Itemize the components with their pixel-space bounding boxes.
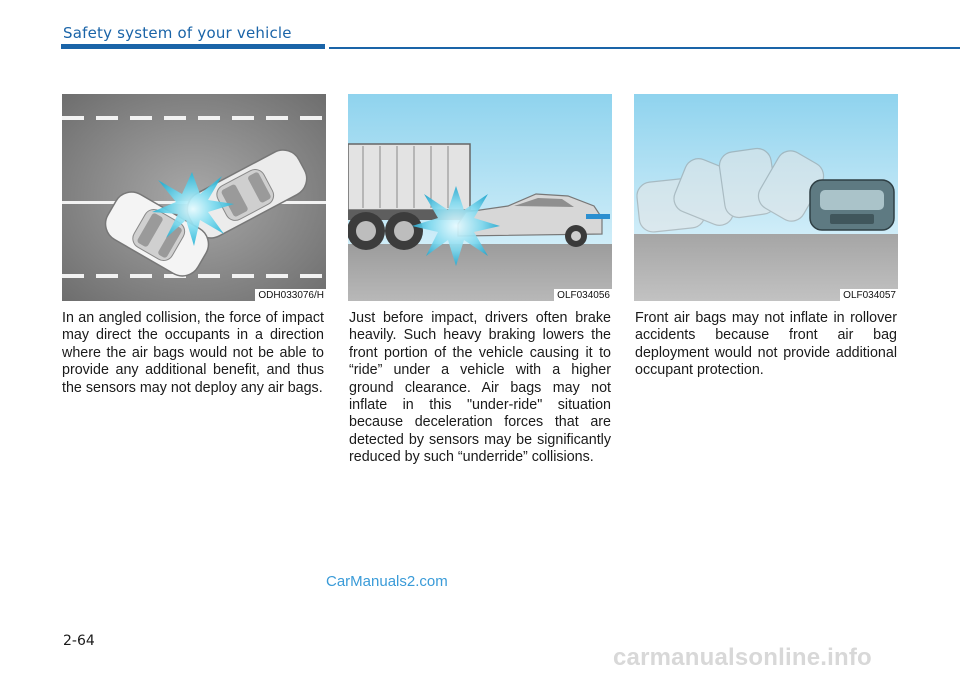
rollover-accident-illustration: [634, 94, 898, 301]
page-number: 2-64: [63, 633, 95, 649]
figure-code: OLF034056: [554, 289, 612, 301]
body-text-underride: Just before impact, drivers often brake heavily. Such heavy braking lowers the front portion of the vehicle causing it to “ride” under a vehicle with a higher ground clearance. Air bags may not inflate in this "under-ride" situation because deceleration forces that are detected by sensors may be significantly reduced by such “underride” collisions.: [349, 310, 611, 466]
figure-code: OLF034057: [840, 289, 898, 301]
body-text-rollover: Front air bags may not inflate in rollover accidents because front air bag deployment would not provide additional occupant protection.: [635, 310, 897, 379]
watermark-link[interactable]: CarManuals2.com: [326, 573, 448, 590]
site-watermark: carmanualsonline.info: [613, 644, 872, 671]
section-title: Safety system of your vehicle: [63, 24, 292, 42]
figure-underride-collision: [348, 94, 612, 301]
figure-code: ODH033076/H: [255, 289, 326, 301]
angled-collision-illustration: [62, 94, 326, 301]
body-text-angled-collision: In an angled collision, the force of impact may direct the occupants in a direction where the air bags would not be able to provide any additional benefit, and thus the sensors may not deploy any air bags.: [62, 310, 324, 396]
figure-angled-collision: [62, 94, 326, 301]
header-rule-thin: [329, 47, 960, 49]
figure-rollover-accident: [634, 94, 898, 301]
header-rule-thick: [61, 44, 325, 49]
underride-collision-illustration: [348, 94, 612, 301]
